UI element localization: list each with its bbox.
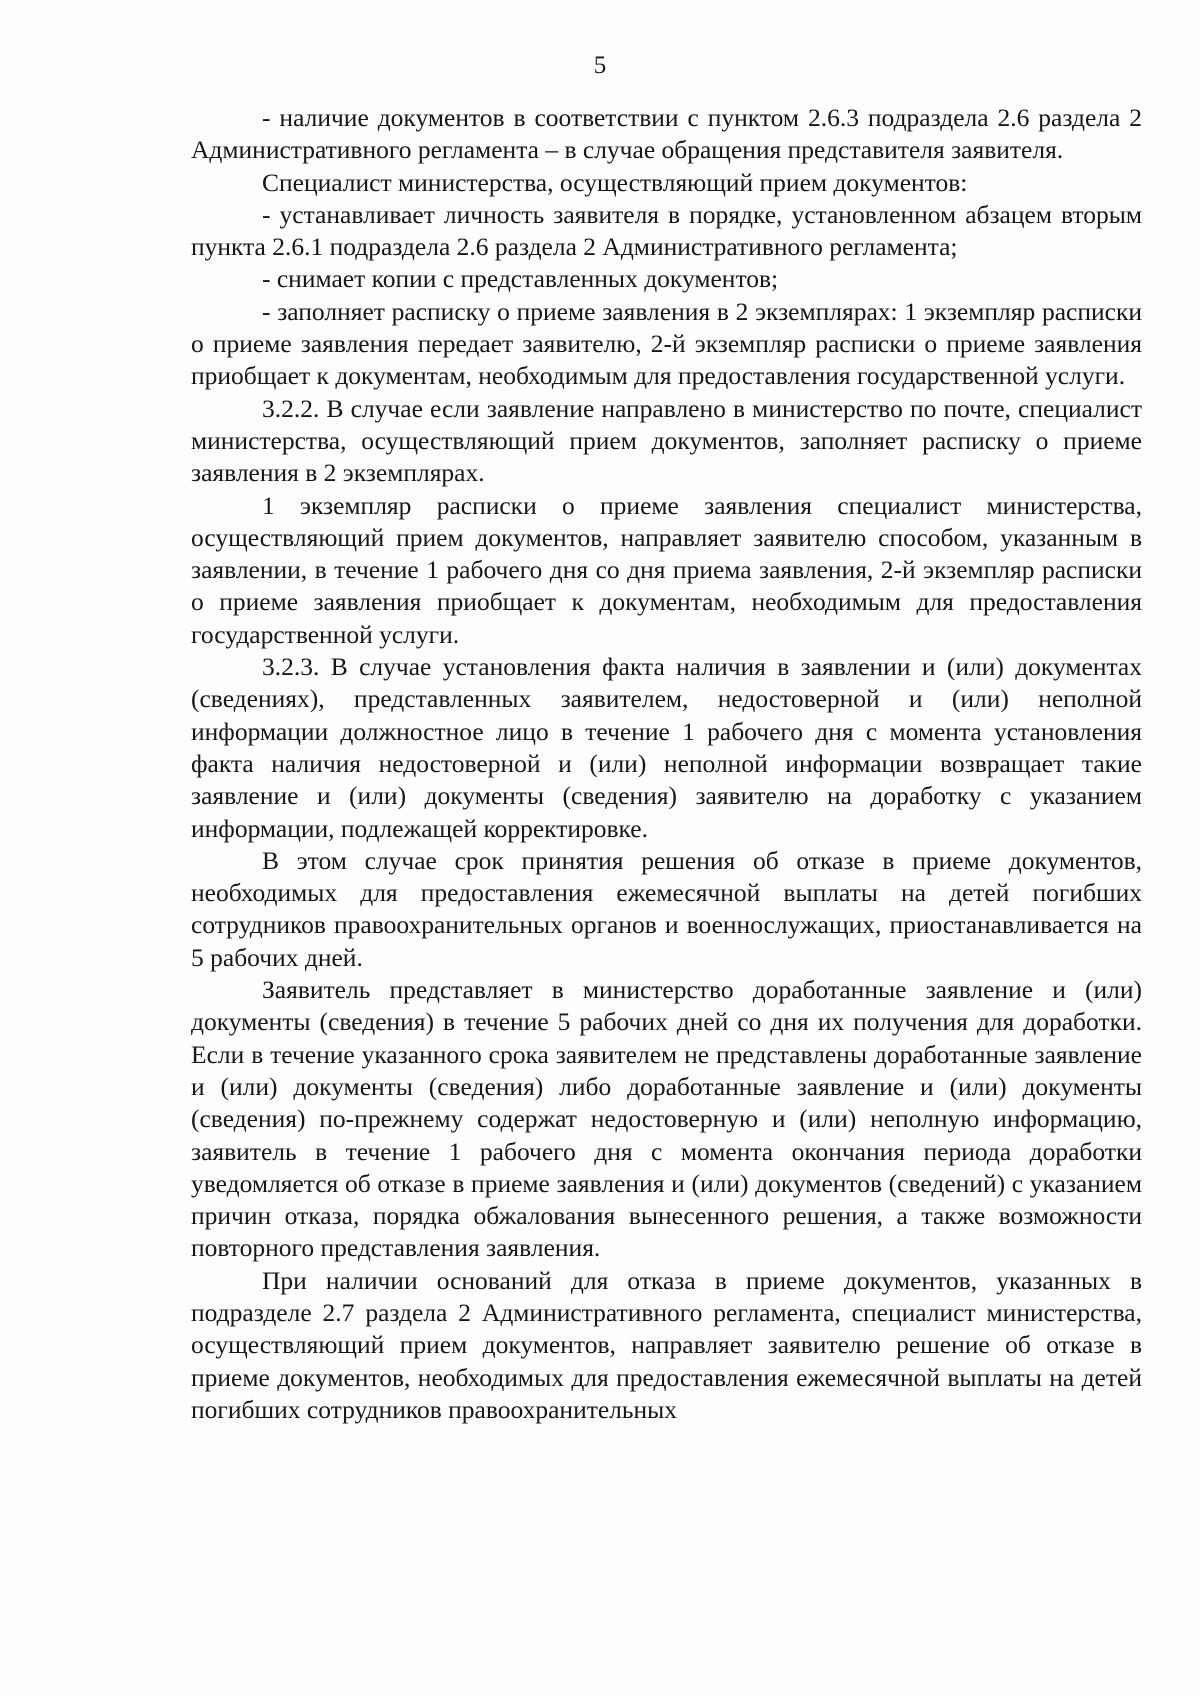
paragraph-rework: Заявитель представляет в министерство доработанные заявление и (или) документы (сведения) в течение 5 рабочих дней со дня их получения для доработки. Если в течение указанного срока заявителем не представлены доработанные заявление и (или) документы (сведения) либо доработанные заявление и (или) документы (сведения) по-прежнему содержат недостоверную и (или) неполную информацию, заявитель в течение 1 рабочего дня с момента окончания периода доработки уведомляется об отказе в приеме заявления и (или) документов (сведений) с указанием причин отказа, порядка обжалования вынесенного решения, а также возможности повторного представления заявления. bbox=[191, 975, 1142, 1263]
document-body bbox=[191, 102, 1142, 1426]
paragraph-refusal-grounds: При наличии оснований для отказа в приеме документов, указанных в подразделе 2.7 раздела 2 Административного регламента, специалист министерства, осуществляющий прием документов, направляет заявителю решение об отказе в приеме документов, необходимых для предоставления ежемесячной выплаты на детей погибших сотрудников правоохранительных bbox=[191, 1265, 1142, 1424]
paragraph-3-2-3: 3.2.3. В случае установления факта наличия в заявлении и (или) документах (сведениях), представленных заявителем, недостоверной и (или) неполной информации должностное лицо в течение 1 рабочего дня с момента установления факта наличия недостоверной и (или) неполной информации возвращает такие заявление и (или) документы (сведения) заявителю на доработку с указанием информации, подлежащей корректировке. bbox=[191, 652, 1142, 843]
paragraph-specialist-intro: Специалист министерства, осуществляющий прием документов: bbox=[262, 167, 968, 197]
paragraph-identity-check: - устанавливает личность заявителя в порядке, установленном абзацем вторым пункта 2.6.1 подраздела 2.6 раздела 2 Административного регламента; bbox=[191, 199, 1142, 262]
paragraph-copies: - снимает копии с представленных документов; bbox=[262, 264, 779, 294]
paragraph-applicant-representative-docs: - наличие документов в соответствии с пунктом 2.6.3 подраздела 2.6 раздела 2 Административного регламента – в случае обращения представителя заявителя. bbox=[191, 103, 1142, 165]
paragraph-receipt-copy-sent: 1 экземпляр расписки о приеме заявления специалист министерства, осуществляющий прием документов, направляет заявителю способом, указанным в заявлении, в течение 1 рабочего дня со дня приема заявления, 2-й экземпляр расписки о приеме заявления приобщает к документам, необходимым для предоставления государственной услуги. bbox=[191, 490, 1142, 649]
page-number: 5 bbox=[593, 52, 607, 79]
paragraph-receipt: - заполняет расписку о приеме заявления в 2 экземплярах: 1 экземпляр расписки о приеме заявления передает заявителю, 2-й экземпляр расписки о приеме заявления приобщает к документам, необходимым для предоставления государственной услуги. bbox=[191, 296, 1142, 391]
paragraph-suspension: В этом случае срок принятия решения об отказе в приеме документов, необходимых для предоставления ежемесячной выплаты на детей погибших сотрудников правоохранительных органов и военнослужащих, приостанавливается на 5 рабочих дней. bbox=[191, 845, 1142, 972]
paragraph-3-2-2: 3.2.2. В случае если заявление направлено в министерство по почте, специалист министерства, осуществляющий прием документов, заполняет расписку о приеме заявления в 2 экземплярах. bbox=[191, 393, 1142, 488]
